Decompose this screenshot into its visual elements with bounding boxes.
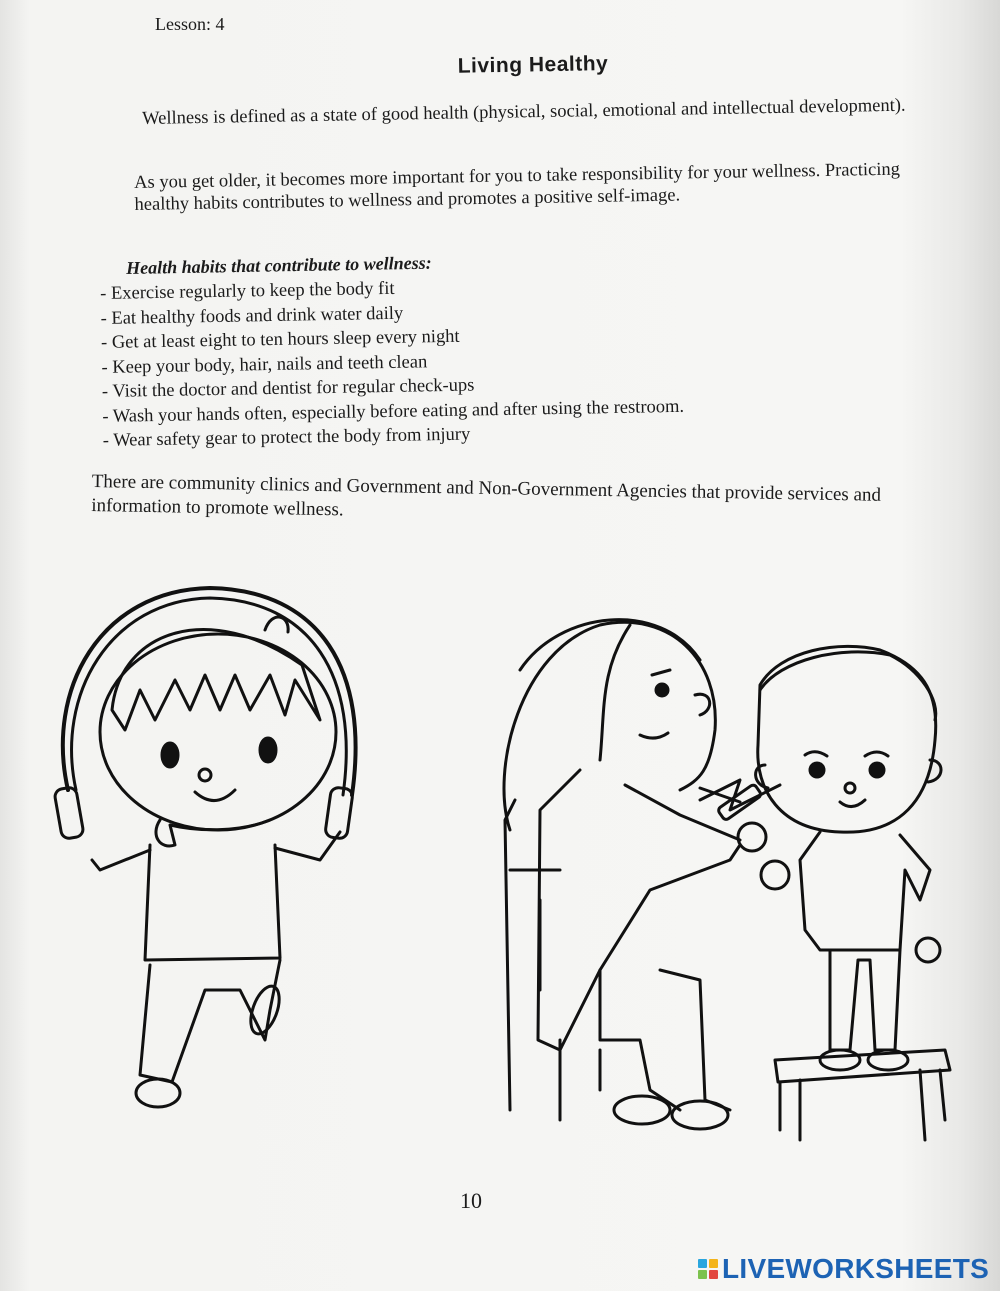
list-item: - Visit the doctor and dentist for regular check-ups xyxy=(102,366,882,404)
list-item: - Wear safety gear to protect the body from injury xyxy=(103,415,883,453)
coloring-illustration xyxy=(40,570,960,1170)
responsibility-paragraph: As you get older, it becomes more important for you to take responsibility for your wellness. Practicing healthy habits contributes to wellness and promotes a positive self-image. xyxy=(134,159,901,215)
page-number: 10 xyxy=(460,1188,482,1213)
child-illustration xyxy=(756,646,950,1140)
boy-jumping-rope-illustration xyxy=(54,588,356,1107)
liveworksheets-watermark xyxy=(698,1254,989,1284)
watermark-text: LIVEWORKSHEETS xyxy=(722,1253,990,1284)
list-item: - Get at least eight to ten hours sleep every night xyxy=(101,317,881,355)
list-item: - Keep your body, hair, nails and teeth clean xyxy=(101,342,881,380)
closing-paragraph: There are community clinics and Government and Non-Government Agencies that provide services and information to promote wellness. xyxy=(91,470,882,521)
habits-heading: Health habits that contribute to wellness: xyxy=(126,252,432,278)
liveworksheets-logo-icon xyxy=(698,1259,718,1279)
doctor-illustration xyxy=(504,620,789,1129)
list-item: - Eat healthy foods and drink water daily xyxy=(100,293,880,331)
page-title: Living Healthy xyxy=(457,52,609,78)
habits-list xyxy=(100,268,883,453)
list-item: - Wash your hands often, especially before eating and after using the restroom. xyxy=(102,391,882,429)
list-item: - Exercise regularly to keep the body fit xyxy=(100,268,880,306)
lesson-label: Lesson: 4 xyxy=(155,14,225,34)
wellness-definition: Wellness is defined as a state of good health (physical, social, emotional and intellectual development). xyxy=(142,95,906,129)
